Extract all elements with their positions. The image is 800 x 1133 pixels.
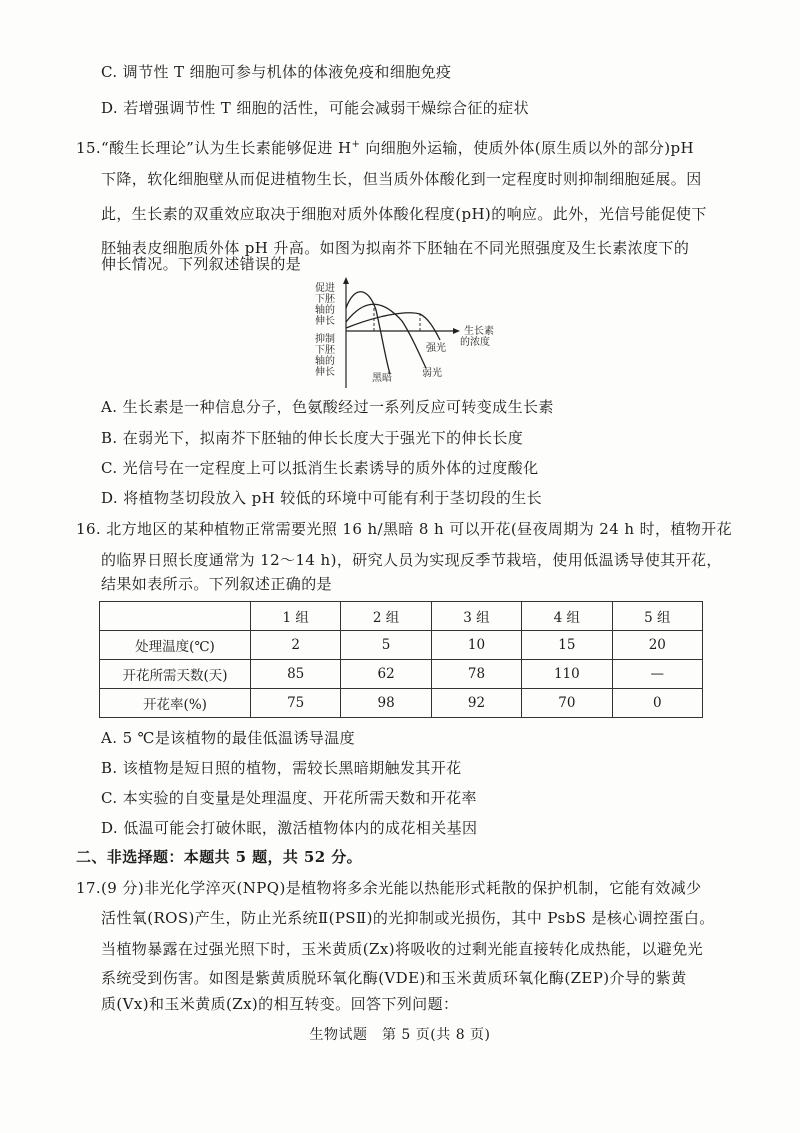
table-cell: 15 bbox=[522, 631, 612, 660]
q15-stem-line-1 bbox=[76, 134, 694, 159]
table-header-cell: 4 组 bbox=[522, 602, 612, 631]
q15-stem-line-1-b: 向细胞外运输，使质外体(原生质以外的部分)pH bbox=[365, 139, 694, 157]
table-row bbox=[100, 631, 703, 660]
table-cell: 92 bbox=[431, 689, 521, 718]
y-bottom-label-2: 下胚 bbox=[315, 345, 335, 356]
q17-stem-line-1: 17.(9 分)非光化学淬灭(NPQ)是植物将多余光能以热能形式耗散的保护机制，它能有效减少 bbox=[76, 879, 702, 897]
q16-option-c: C. 本实验的自变量是处理温度、开花所需天数和开花率 bbox=[101, 789, 477, 807]
table-row-header: 开花所需天数(天) bbox=[100, 660, 251, 689]
q16-stem-line-3: 结果如表所示。下列叙述正确的是 bbox=[101, 575, 333, 593]
q17-stem-line-3: 当植物暴露在过强光照下时，玉米黄质(Zx)将吸收的过剩光能直接转化成热能，以避免光 bbox=[101, 940, 703, 958]
x-axis-arrow bbox=[453, 328, 460, 334]
q15-option-d: D. 将植物茎切段放入 pH 较低的环境中可能有利于茎切段的生长 bbox=[101, 489, 543, 507]
page-footer: 生物试题 第 5 页(共 8 页) bbox=[309, 1027, 491, 1043]
weak-light-label: 弱光 bbox=[422, 368, 442, 379]
dark-curve bbox=[346, 292, 390, 374]
strong-light-label: 强光 bbox=[426, 343, 446, 354]
q16-stem-line-1: 16. 北方地区的某种植物正常需要光照 16 h/黑暗 8 h 可以开花(昼夜周期为 24 h 时，植物开花 bbox=[76, 520, 732, 538]
y-top-label-1: 促进 bbox=[315, 283, 335, 294]
table-header-cell: 2 组 bbox=[341, 602, 431, 631]
q15-option-b: B. 在弱光下，拟南芥下胚轴的伸长长度大于强光下的伸长长度 bbox=[101, 429, 524, 447]
table-header-cell bbox=[100, 602, 251, 631]
table-cell: 62 bbox=[341, 660, 431, 689]
strong-light-curve bbox=[346, 313, 440, 340]
q17-stem-line-5: 质(Vx)和玉米黄质(Zx)的相互转变。回答下列问题： bbox=[101, 995, 459, 1013]
table-cell: 78 bbox=[431, 660, 521, 689]
q15-option-a: A. 生长素是一种信息分子，色氨酸经过一系列反应可转变成生长素 bbox=[101, 398, 554, 416]
table-cell: 70 bbox=[522, 689, 612, 718]
growth-curve-figure bbox=[306, 276, 516, 391]
table-row bbox=[100, 660, 703, 689]
section-heading: 二、非选择题：本题共 5 题，共 52 分。 bbox=[76, 848, 363, 866]
h-plus-superscript: + bbox=[351, 139, 361, 150]
y-bottom-label-3: 轴的 bbox=[315, 356, 335, 367]
y-bottom-label-4: 伸长 bbox=[315, 367, 335, 378]
table-cell: 2 bbox=[251, 631, 341, 660]
table-cell: 20 bbox=[612, 631, 702, 660]
q16-stem-line-2: 的临界日照长度通常为 12～14 h)，研究人员为实现反季节栽培，使用低温诱导使其开花， bbox=[101, 551, 722, 569]
q16-results-table bbox=[99, 601, 703, 718]
q14-option-d: D. 若增强调节性 T 细胞的活性，可能会减弱干燥综合征的症状 bbox=[101, 99, 529, 117]
table-cell: 98 bbox=[341, 689, 431, 718]
table-cell: 10 bbox=[431, 631, 521, 660]
table-header-cell: 5 组 bbox=[612, 602, 702, 631]
table-cell: 85 bbox=[251, 660, 341, 689]
table-header-row bbox=[100, 602, 703, 631]
table-row-header: 开花率(%) bbox=[100, 689, 251, 718]
q15-option-c: C. 光信号在一定程度上可以抵消生长素诱导的质外体的过度酸化 bbox=[101, 459, 539, 477]
y-top-label-3: 轴的 bbox=[315, 305, 335, 316]
q15-stem-line-1-a: 15.“酸生长理论”认为生长素能够促进 H bbox=[76, 139, 352, 157]
q15-stem-line-5: 伸长情况。下列叙述错误的是 bbox=[101, 255, 302, 273]
y-top-label-4: 伸长 bbox=[315, 316, 335, 327]
table-row bbox=[100, 689, 703, 718]
q16-option-d: D. 低温可能会打破休眠，激活植物体内的成花相关基因 bbox=[101, 819, 478, 837]
y-bottom-label-1: 抑制 bbox=[315, 334, 335, 345]
x-axis-label-1: 生长素 bbox=[464, 326, 494, 337]
table-header-cell: 1 组 bbox=[251, 602, 341, 631]
x-axis-label-2: 的浓度 bbox=[460, 337, 490, 348]
table-cell: 5 bbox=[341, 631, 431, 660]
table-header-cell: 3 组 bbox=[431, 602, 521, 631]
y-top-label-2: 下胚 bbox=[315, 294, 335, 305]
table-cell: — bbox=[612, 660, 702, 689]
q17-stem-line-2: 活性氧(ROS)产生，防止光系统Ⅱ(PSⅡ)的光抑制或光损伤，其中 PsbS 是核心调控蛋白。 bbox=[101, 909, 715, 927]
table-cell: 0 bbox=[612, 689, 702, 718]
q17-stem-line-4: 系统受到伤害。如图是紫黄质脱环氧化酶(VDE)和玉米黄质环氧化酶(ZEP)介导的紫黄 bbox=[101, 969, 687, 987]
q16-option-a: A. 5 ℃是该植物的最佳低温诱导温度 bbox=[101, 729, 356, 747]
q15-stem-line-2: 下降，软化细胞壁从而促进植物生长，但当质外体酸化到一定程度时则抑制细胞延展。因 bbox=[101, 170, 702, 188]
q15-stem-line-3: 此，生长素的双重效应取决于细胞对质外体酸化程度(pH)的响应。此外，光信号能促使下 bbox=[101, 205, 707, 223]
table-cell: 110 bbox=[522, 660, 612, 689]
dark-label: 黑暗 bbox=[372, 373, 392, 384]
table-row-header: 处理温度(℃) bbox=[100, 631, 251, 660]
q14-option-c: C. 调节性 T 细胞可参与机体的体液免疫和细胞免疫 bbox=[101, 63, 452, 81]
q16-option-b: B. 该植物是短日照的植物，需较长黑暗期触发其开花 bbox=[101, 759, 462, 777]
y-axis-arrow bbox=[343, 277, 349, 284]
table-cell: 75 bbox=[251, 689, 341, 718]
q15-stem-line-4: 胚轴表皮细胞质外体 pH 升高。如图为拟南芥下胚轴在不同光照强度及生长素浓度下的 bbox=[101, 239, 690, 257]
